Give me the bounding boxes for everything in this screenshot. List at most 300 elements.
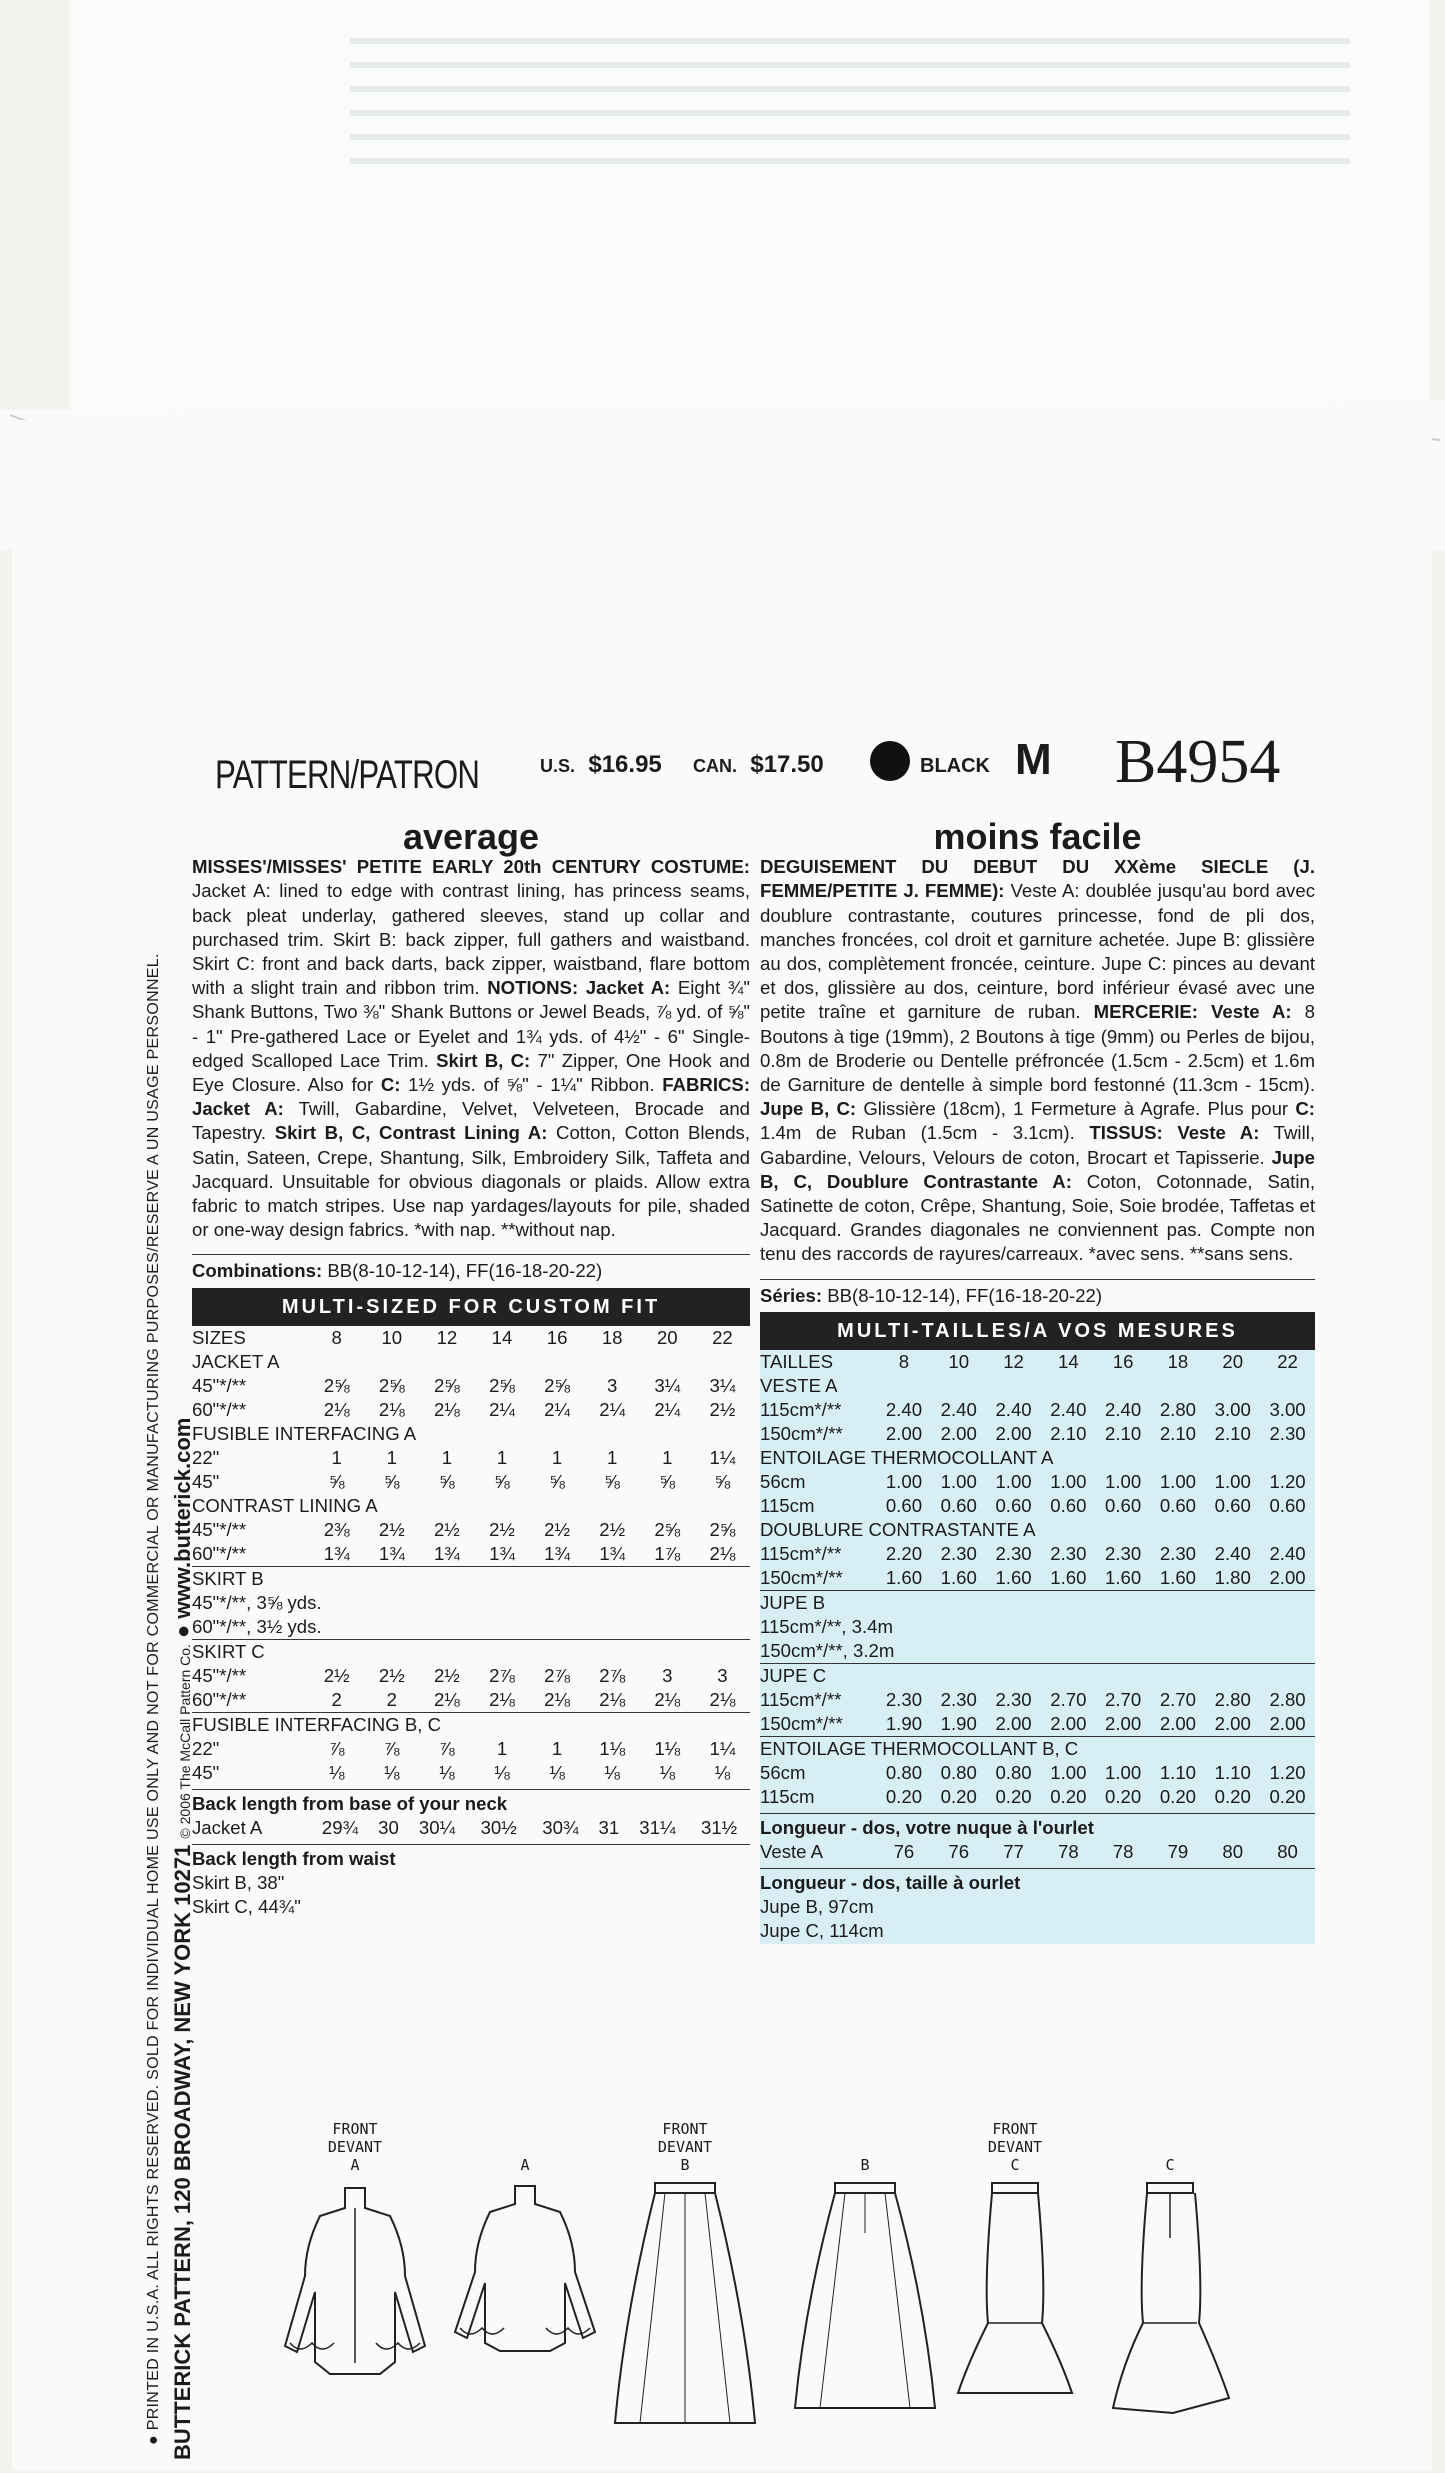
- table-row: [760, 1785, 1315, 1809]
- sketch-skirt-b-front: [610, 2120, 760, 2438]
- size-cell: 1⅞: [654, 1542, 681, 1564]
- notice-line: ● PRINTED IN U.S.A. ALL RIGHTS RESERVED. SOLD FOR INDIVIDUAL HOME USE ONLY AND NOT FOR COMMERCIAL OR MANUFACTURING PURPOSES/RESERVE A UN USAGE PERSONNEL.: [145, 953, 162, 2445]
- size-cell: 0.20: [885, 1785, 923, 1807]
- combinations-fr: [760, 1279, 1315, 1308]
- size-cell: 20: [1222, 1350, 1244, 1372]
- size-cell: 1.80: [1214, 1566, 1251, 1588]
- description-text: Jacket A: lined to edge with contrast lining, has princess seams, back pleat underlay, gathered sleeves, stand up collar and purchased trim. Skirt B: back zipper, full gathers and waistband. Skirt C: front and back darts, back zipper, waistband, flare bottom with a slight train and ribbon trim.: [192, 880, 750, 999]
- notions-c-text-fr: 1.4m de Ruban (1.5cm - 3.1cm).: [760, 1122, 1075, 1144]
- row-label: 45"*/**: [192, 1374, 247, 1396]
- size-cell: 2⅛: [378, 1398, 405, 1420]
- back-length-neck-row-fr: [760, 1840, 1315, 1864]
- notions-bc-head-fr: Jupe B, C:: [760, 1098, 857, 1120]
- size-cell: 1¼: [709, 1737, 736, 1759]
- size-cell: ⅛: [659, 1761, 676, 1783]
- description-fr: [760, 855, 1315, 1266]
- size-cell: 8: [898, 1350, 910, 1372]
- size-cell: 2.30: [940, 1542, 977, 1564]
- size-cell: 1.00: [1105, 1761, 1142, 1783]
- table-row: [192, 1737, 750, 1761]
- size-cell: 2.40: [995, 1398, 1032, 1420]
- size-cell: 10: [948, 1350, 970, 1372]
- notions-bc-text-fr: Glissière (18cm), 1 Fermeture à Agrafe. Plus pour: [856, 1098, 1289, 1120]
- table-row: [760, 1590, 1315, 1615]
- notions-c-text: 1½ yds. of ⅝" - 1¼" Ribbon.: [400, 1074, 655, 1096]
- size-cell: 2.30: [1269, 1422, 1306, 1444]
- size-cell: 2⅝: [433, 1374, 460, 1396]
- color-dot-icon: [870, 741, 910, 781]
- size-cell: 1.10: [1214, 1761, 1251, 1783]
- size-cell: ⅞: [328, 1737, 345, 1759]
- size-cell: ⅛: [549, 1761, 565, 1783]
- size-cell: 2.00: [995, 1422, 1032, 1444]
- table-row: [192, 1542, 750, 1567]
- notions-head: NOTIONS:: [487, 977, 579, 999]
- skirt-b-front-icon: [610, 2178, 760, 2438]
- size-cell: 20: [656, 1326, 678, 1348]
- metric-table: [760, 1350, 1315, 1809]
- size-cell: 2.30: [1050, 1542, 1087, 1564]
- publisher: BUTTERICK PATTERN, 120 BROADWAY, NEW YORK 10271: [170, 1844, 195, 2460]
- size-cell: 8: [331, 1326, 342, 1348]
- notions-bc-head: Skirt B, C:: [436, 1049, 531, 1071]
- size-cell: 2.40: [885, 1398, 923, 1420]
- jacket-back-icon: [450, 2178, 600, 2358]
- size-cell: 1.60: [885, 1566, 923, 1588]
- back-length-waist-fr: [760, 1868, 1315, 1944]
- size-cell: 30: [378, 1816, 399, 1838]
- size-cell: 1.20: [1269, 1470, 1306, 1492]
- size-cell: 2⅛: [654, 1688, 681, 1710]
- fabrics-bc-text: Cotton, Cotton Blends, Satin, Sateen, Crepe, Shantung, Silk, Embroidery Silk, Taffeta and Jacquard. Unsuitable for obvious diagonals or plaids. Allow extra fabric to match stripes. Use nap yardages/layouts for pile, shaded or one-way design fabrics. *with nap. **without nap.: [192, 1122, 751, 1241]
- table-row: [192, 1470, 750, 1494]
- size-cell: 2.40: [1050, 1398, 1087, 1420]
- size-cell: 1¼: [709, 1446, 736, 1468]
- size-cell: 2.30: [885, 1688, 923, 1710]
- combinations: [192, 1254, 750, 1283]
- size-cell: 79: [1167, 1841, 1189, 1863]
- size-cell: 80: [1222, 1841, 1244, 1863]
- publisher-line: BUTTERICK PATTERN, 120 BROADWAY, NEW YORK 10271 © 2006 The McCall Pattern Co. ● www.butterick.com: [170, 1417, 195, 2460]
- row-label: Jacket A: [192, 1816, 263, 1838]
- size-cell: 0.80: [885, 1761, 923, 1783]
- size-cell: 1.00: [1159, 1470, 1197, 1492]
- skirt-b-back-icon: [790, 2178, 940, 2418]
- fabrics-a-head: Jacket A:: [192, 1098, 284, 1120]
- row-label: SKIRT B: [192, 1566, 750, 1591]
- size-cell: 12: [436, 1326, 458, 1348]
- skirt-c-back-icon: [1095, 2178, 1245, 2418]
- row-label: CONTRAST LINING A: [192, 1494, 378, 1516]
- difficulty-rating: average: [402, 816, 540, 857]
- size-cell: 0.60: [995, 1494, 1032, 1516]
- row-label: 60"*/**: [192, 1688, 247, 1710]
- notions-a-text: Eight ¾" Shank Buttons, Two ⅜" Shank Buttons or Jewel Beads, ⅞ yd. of ⅝" - 1" Pre-gathered Lace or Eyelet and 1¾ yds. of 4½" - 6" Single-edged Scalloped Lace Trim.: [192, 977, 751, 1071]
- garment-sketches: [280, 2120, 1330, 2450]
- size-cell: 1.60: [940, 1566, 977, 1588]
- row-label: 60"*/**, 3½ yds.: [192, 1615, 322, 1637]
- size-cell: 2.80: [1269, 1688, 1306, 1710]
- size-cell: 2½: [489, 1518, 515, 1540]
- table-row: [192, 1422, 750, 1446]
- table-row: [760, 1663, 1315, 1688]
- size-cell: 0.60: [940, 1494, 977, 1516]
- back-length-neck: [192, 1789, 750, 1840]
- size-cell: ⅝: [659, 1470, 676, 1492]
- size-cell: 0.60: [1105, 1494, 1142, 1516]
- can-label: CAN.: [693, 756, 737, 776]
- size-cell: 2⅜: [323, 1518, 350, 1540]
- row-label: 56cm: [760, 1761, 806, 1783]
- fabrics-bc-head-fr: Jupe B, C, Doublure Contrastante A:: [760, 1146, 1315, 1192]
- size-cell: ⅛: [384, 1761, 400, 1783]
- combinations-value: BB(8-10-12-14), FF(16-18-20-22): [327, 1260, 603, 1282]
- table-row: [760, 1761, 1315, 1785]
- size-cell: 2.70: [1159, 1688, 1197, 1710]
- table-row: [192, 1326, 750, 1350]
- row-label: SKIRT C: [192, 1639, 750, 1664]
- size-cell: 3: [717, 1664, 728, 1686]
- table-row: [192, 1639, 750, 1664]
- size-cell: ⅝: [384, 1470, 400, 1492]
- fabrics-head: FABRICS:: [662, 1074, 751, 1096]
- difficulty-rating-fr: moins facile: [933, 816, 1142, 857]
- size-cell: 2⅞: [544, 1664, 571, 1686]
- row-label: 115cm*/**, 3.4m: [760, 1615, 893, 1637]
- size-cell: 30¼: [418, 1816, 456, 1838]
- size-cell: 2⅞: [599, 1664, 626, 1686]
- size-cell: 2.30: [1105, 1542, 1142, 1564]
- size-cell: 1⅛: [654, 1737, 681, 1759]
- size-cell: 2.00: [1159, 1712, 1197, 1734]
- metric-table-shade: [760, 1350, 1315, 1944]
- size-cell: 2.00: [995, 1712, 1032, 1734]
- size-cell: 3¼: [709, 1374, 736, 1396]
- fabrics-bc-text-fr: Coton, Cotonnade, Satin, Satinette de coton, Crêpe, Shantung, Soie, Soie brodée, Taffetas et Jacquard. Grandes diagonales ne conviennent pas. Compte non tenu des raccords de rayures/carreaux. *avec sens. **sans sens.: [760, 1170, 1315, 1265]
- table-row: [760, 1374, 1315, 1398]
- sketch-label-line1: FRONT: [332, 2120, 378, 2138]
- description-head-fr: DEGUISEMENT DU DEBUT DU XXème SIECLE (J. FEMME/PETITE J. FEMME):: [760, 856, 1315, 902]
- row-label: TAILLES: [760, 1350, 834, 1372]
- size-cell: 2¼: [654, 1398, 681, 1420]
- size-cell: 2.80: [1159, 1398, 1197, 1420]
- size-cell: 2⅝: [378, 1374, 405, 1396]
- row-label: 150cm*/**, 3.2m: [760, 1639, 895, 1661]
- size-cell: 78: [1112, 1841, 1134, 1863]
- row-label: 45"*/**: [192, 1518, 247, 1540]
- size-cell: 2.10: [1105, 1422, 1142, 1444]
- table-row: [192, 1374, 750, 1398]
- size-cell: 1.00: [995, 1470, 1032, 1492]
- size-cell: 2⅛: [489, 1688, 515, 1710]
- us-label: U.S.: [540, 756, 576, 776]
- size-cell: 80: [1277, 1841, 1298, 1863]
- size-cell: 2.00: [1105, 1712, 1142, 1734]
- size-cell: 1.10: [1159, 1761, 1197, 1783]
- table-row: [192, 1615, 750, 1640]
- size-cell: ⅝: [604, 1470, 620, 1492]
- size-cell: 0.20: [940, 1785, 977, 1807]
- row-label: 115cm*/**: [760, 1542, 842, 1564]
- table-row: [760, 1422, 1315, 1446]
- size-cell: 1: [331, 1446, 342, 1468]
- size-cell: 12: [1003, 1350, 1024, 1372]
- website: www.butterick.com: [170, 1417, 195, 1619]
- table-row: [760, 1840, 1315, 1864]
- size-cell: ⅞: [384, 1737, 400, 1759]
- size-cell: 2.40: [1214, 1542, 1251, 1564]
- size-cell: 2⅝: [654, 1518, 681, 1540]
- row-label: ENTOILAGE THERMOCOLLANT B, C: [760, 1736, 1315, 1761]
- size-cell: 22: [712, 1326, 733, 1348]
- row-label: 45"*/**: [192, 1664, 247, 1686]
- size-cell: 0.20: [1105, 1785, 1142, 1807]
- can-price: [693, 751, 824, 779]
- sketch-label-line1: FRONT: [992, 2120, 1038, 2138]
- size-cell: 1.90: [940, 1712, 977, 1734]
- size-cell: 0.20: [1269, 1785, 1306, 1807]
- size-cell: 2.10: [1159, 1422, 1197, 1444]
- size-cell: 1¾: [489, 1542, 515, 1564]
- size-cell: 2⅛: [709, 1542, 736, 1564]
- description: [192, 855, 750, 1242]
- back-length-waist-head: Back length from waist: [192, 1847, 396, 1869]
- size-cell: 1: [662, 1446, 673, 1468]
- size-cell: 0.20: [1050, 1785, 1087, 1807]
- row-label: 115cm: [760, 1494, 815, 1516]
- size-cell: 76: [893, 1841, 915, 1863]
- sketch-jacket-back: [450, 2156, 600, 2358]
- size-cell: ⅛: [439, 1761, 455, 1783]
- back-length-waist-head-fr: Longueur - dos, taille à ourlet: [760, 1872, 1021, 1894]
- size-cell: 1.90: [885, 1712, 923, 1734]
- size-cell: 2.00: [1269, 1566, 1306, 1588]
- size-cell: 2.30: [995, 1688, 1032, 1710]
- french-column: [760, 816, 1316, 1944]
- size-cell: 1¾: [378, 1542, 405, 1564]
- size-cell: ⅞: [439, 1737, 455, 1759]
- back-length-jupe-c: Jupe C, 114cm: [760, 1920, 884, 1942]
- row-label: 60"*/**: [192, 1542, 247, 1564]
- row-label: VESTE A: [760, 1374, 838, 1396]
- table-row: [760, 1736, 1315, 1761]
- table-row: [760, 1712, 1315, 1737]
- table-row: [760, 1542, 1315, 1566]
- size-cell: 18: [1167, 1350, 1189, 1372]
- size-cell: ⅛: [714, 1761, 731, 1783]
- size-cell: ⅝: [714, 1470, 731, 1492]
- size-cell: 2½: [433, 1664, 460, 1686]
- size-cell: 1.00: [885, 1470, 923, 1492]
- size-cell: 1¾: [433, 1542, 460, 1564]
- size-cell: 2⅝: [709, 1518, 736, 1540]
- sketch-letter: A: [350, 2156, 360, 2174]
- combinations-label-fr: Séries:: [760, 1284, 823, 1306]
- row-label: 60"*/**: [192, 1398, 247, 1420]
- size-cell: 2.70: [1105, 1688, 1142, 1710]
- size-cell: 2: [386, 1688, 397, 1710]
- size-cell: 1¾: [544, 1542, 571, 1564]
- sketch-letter: B: [680, 2156, 690, 2174]
- notions-c-head-fr: C:: [1295, 1098, 1315, 1120]
- size-cell: 2½: [599, 1518, 626, 1540]
- row-label: JACKET A: [192, 1350, 280, 1372]
- size-cell: 2.30: [940, 1688, 977, 1710]
- size-cell: 2.00: [885, 1422, 923, 1444]
- bleed-through-text: [350, 20, 1350, 260]
- table-row: [760, 1639, 1315, 1664]
- size-cell: ⅝: [549, 1470, 565, 1492]
- size-cell: 16: [1112, 1350, 1134, 1372]
- size-cell: 2.20: [885, 1542, 923, 1564]
- size-cell: 0.20: [1214, 1785, 1251, 1807]
- row-label: 45": [192, 1761, 220, 1783]
- size-cell: 2½: [323, 1664, 350, 1686]
- table-row: [192, 1761, 750, 1785]
- sketch-letter: C: [1165, 2156, 1175, 2174]
- size-cell: 2¼: [599, 1398, 626, 1420]
- back-length-jupe-b: Jupe B, 97cm: [760, 1896, 874, 1918]
- size-cell: 30½: [480, 1816, 517, 1838]
- back-length-skirt-c: Skirt C, 44¾": [192, 1896, 301, 1918]
- size-cell: 3¼: [654, 1374, 681, 1396]
- row-label: 22": [192, 1737, 220, 1759]
- row-label: 150cm*/**: [760, 1566, 843, 1588]
- size-cell: 1.00: [1050, 1470, 1087, 1492]
- size-cell: 30¾: [542, 1816, 579, 1838]
- sketch-skirt-b-back: [790, 2156, 940, 2418]
- combinations-value-fr: BB(8-10-12-14), FF(16-18-20-22): [827, 1284, 1103, 1306]
- row-label: 45"*/**, 3⅝ yds.: [192, 1591, 322, 1613]
- size-cell: 2¼: [544, 1398, 571, 1420]
- us-price-value: $16.95: [588, 751, 662, 778]
- size-cell: 2.40: [1269, 1542, 1306, 1564]
- size-cell: 0.60: [1214, 1494, 1251, 1516]
- row-label: 115cm*/**: [760, 1398, 842, 1420]
- notions-a-head: Jacket A:: [585, 977, 671, 999]
- size-cell: ⅛: [604, 1761, 620, 1783]
- size-cell: 2.00: [940, 1422, 977, 1444]
- size-cell: 1.60: [1105, 1566, 1142, 1588]
- size-cell: 1.60: [1050, 1566, 1087, 1588]
- row-label: SIZES: [192, 1326, 246, 1348]
- row-label: 45": [192, 1470, 220, 1492]
- size-cell: 2.10: [1050, 1422, 1087, 1444]
- back-length-neck-fr: [760, 1813, 1315, 1864]
- size-cell: 0.60: [1159, 1494, 1197, 1516]
- size-cell: 78: [1057, 1841, 1079, 1863]
- size-cell: 1.60: [1159, 1566, 1197, 1588]
- table-row: [192, 1398, 750, 1422]
- size-cell: 2⅞: [489, 1664, 515, 1686]
- size-cell: 2⅛: [433, 1398, 460, 1420]
- fabrics-head-fr: TISSUS:: [1089, 1122, 1163, 1144]
- size-cell: 1¾: [599, 1542, 626, 1564]
- back-length-waist: [192, 1844, 750, 1920]
- pattern-label: PATTERN/PATRON: [215, 753, 480, 797]
- back-length-skirt-b: Skirt B, 38": [192, 1872, 285, 1894]
- row-label: 56cm: [760, 1470, 806, 1492]
- sketch-letter: C: [1010, 2156, 1020, 2174]
- sketch-label-line2: DEVANT: [987, 2138, 1043, 2156]
- size-cell: 2⅝: [323, 1374, 350, 1396]
- fabrics-a-text-fr: Twill, Gabardine, Velours, Velours de coton, Brocart et Tapisserie.: [760, 1122, 1315, 1168]
- size-cell: 3.00: [1269, 1398, 1306, 1420]
- row-label: ENTOILAGE THERMOCOLLANT A: [760, 1446, 1054, 1468]
- table-row: [760, 1518, 1315, 1542]
- table-row: [192, 1446, 750, 1470]
- size-cell: 0.60: [1269, 1494, 1306, 1516]
- can-price-value: $17.50: [750, 751, 824, 778]
- size-cell: 2½: [378, 1664, 405, 1686]
- color-label: BLACK: [920, 755, 990, 777]
- size-cell: 2.40: [1105, 1398, 1142, 1420]
- size-cell: 0.60: [885, 1494, 923, 1516]
- yardage-bar-title: MULTI-SIZED FOR CUSTOM FIT: [192, 1288, 750, 1326]
- size-cell: 1¾: [323, 1542, 350, 1564]
- size-cell: 22: [1277, 1350, 1298, 1372]
- size-cell: ⅛: [328, 1761, 345, 1783]
- table-row: [760, 1398, 1315, 1422]
- size-cell: 1.00: [940, 1470, 977, 1492]
- legal-notice: PRINTED IN U.S.A. ALL RIGHTS RESERVED. SOLD FOR INDIVIDUAL HOME USE ONLY AND NOT FOR COMMERCIAL OR MANUFACTURING PURPOSES/RESERVE A UN USAGE PERSONNEL.: [145, 953, 162, 2431]
- size-cell: 0.60: [1050, 1494, 1087, 1516]
- jacket-front-icon: [280, 2178, 430, 2378]
- copyright: © 2006 The McCall Pattern Co.: [177, 1644, 193, 1839]
- size-cell: 1: [496, 1737, 508, 1759]
- size-cell: 2⅛: [433, 1688, 460, 1710]
- size-cell: 1: [496, 1446, 508, 1468]
- size-cell: 2¼: [489, 1398, 515, 1420]
- size-cell: 14: [1057, 1350, 1079, 1372]
- table-row: [192, 1688, 750, 1713]
- size-cell: 2.00: [1269, 1712, 1306, 1734]
- size-cell: 3: [607, 1374, 618, 1396]
- table-row: [760, 1494, 1315, 1518]
- size-cell: 3: [662, 1664, 673, 1686]
- size-cell: 29¾: [321, 1816, 359, 1838]
- back-length-neck-row: [192, 1816, 750, 1840]
- table-row: [192, 1518, 750, 1542]
- table-row: [760, 1615, 1315, 1639]
- size-cell: 76: [948, 1841, 970, 1863]
- table-row: [192, 1591, 750, 1615]
- table-row: [192, 1816, 750, 1840]
- size-cell: ⅝: [494, 1470, 510, 1492]
- size-cell: 1: [607, 1446, 618, 1468]
- description-text-fr: Veste A: doublée jusqu'au bord avec doublure contrastante, coutures princesse, fond de pli dos, manches froncées, col droit et garniture achetée. Jupe B: glissière au dos, complètement froncée, ceinture. Jupe C: pinces au devant et dos, glissière au dos, ceinture, bord inférieur évasé avec une petite traîne et garniture de ruban.: [760, 880, 1315, 1023]
- size-cell: 2½: [433, 1518, 460, 1540]
- notions-bc-text: 7" Zipper, One Hook and Eye Closure. Also for: [192, 1049, 750, 1096]
- row-label: 115cm: [760, 1785, 815, 1807]
- notions-a-text-fr: 8 Boutons à tige (19mm), 2 Boutons à tige (9mm) ou Perles de bijou, 0.8m de Broderie ou Dentelle préfroncée (1.5cm - 2.5cm) et 1.6m de Garniture de dentelle à simple bord festonné (11.3cm - 15cm).: [760, 1001, 1316, 1096]
- row-label: JUPE B: [760, 1590, 1315, 1615]
- size-cell: 1.60: [995, 1566, 1032, 1588]
- table-row: [760, 1688, 1315, 1712]
- size-cell: 2.30: [995, 1542, 1032, 1564]
- back-length-neck-head: Back length from base of your neck: [192, 1792, 508, 1814]
- size-cell: 0.80: [995, 1761, 1032, 1783]
- size-cell: ⅝: [439, 1470, 455, 1492]
- size-cell: 31: [598, 1816, 620, 1838]
- table-row: [192, 1664, 750, 1688]
- size-cell: 10: [381, 1326, 403, 1348]
- english-column: [192, 816, 751, 1919]
- row-label: 22": [192, 1446, 220, 1468]
- sketch-label-line1: FRONT: [662, 2120, 708, 2138]
- size-cell: 2⅛: [709, 1688, 736, 1710]
- size-cell: ⅛: [494, 1761, 510, 1783]
